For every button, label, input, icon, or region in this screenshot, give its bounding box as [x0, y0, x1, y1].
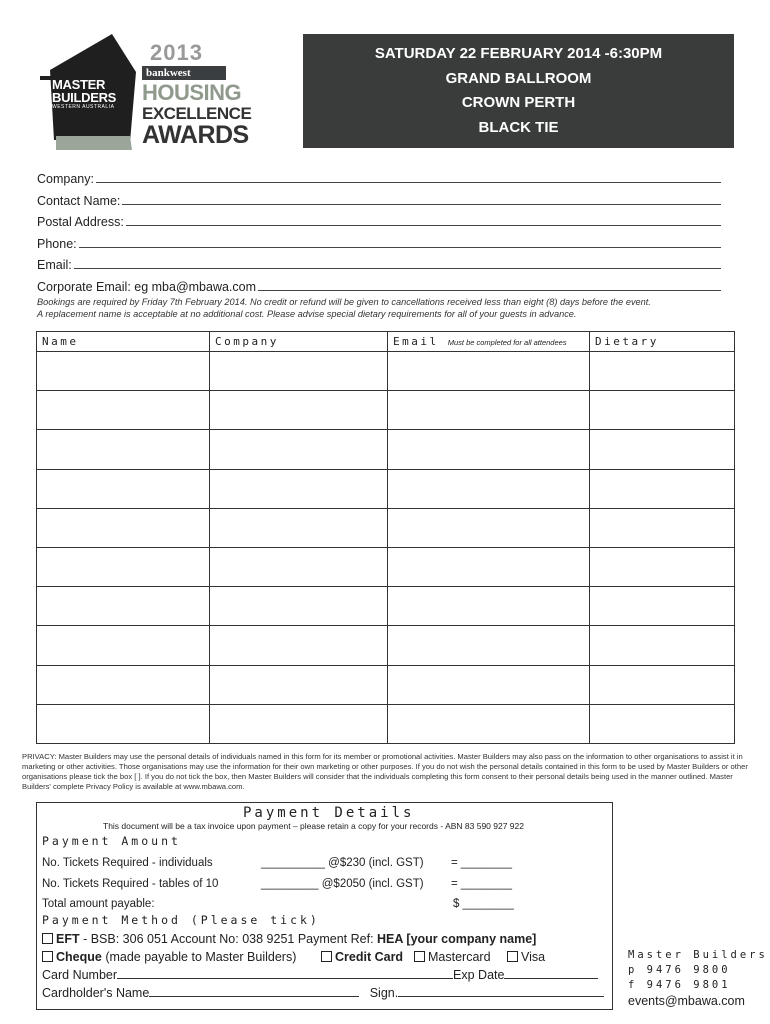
contact-email[interactable]: events@mbawa.com: [628, 994, 745, 1008]
logo-org-line1: MASTER: [52, 77, 106, 92]
dietary-cell[interactable]: [590, 352, 735, 391]
name-cell[interactable]: [37, 665, 210, 704]
master-builders-mark: [52, 78, 116, 111]
email-cell[interactable]: [388, 352, 590, 391]
phone-field[interactable]: [37, 233, 721, 251]
total-payable-label: Total amount payable:: [42, 898, 155, 910]
tables-label: No. Tickets Required - tables of 10: [42, 878, 219, 890]
event-banner: [303, 34, 734, 148]
eft-checkbox[interactable]: [42, 933, 53, 944]
dietary-cell[interactable]: [590, 391, 735, 430]
table-row: [37, 352, 735, 391]
name-cell[interactable]: [37, 626, 210, 665]
exp-date-label: Exp Date: [453, 968, 505, 982]
individuals-price[interactable]: __________ @$230 (incl. GST): [261, 857, 424, 869]
dietary-cell[interactable]: [590, 469, 735, 508]
name-cell[interactable]: [37, 704, 210, 743]
name-cell[interactable]: [37, 587, 210, 626]
table-row: [37, 547, 735, 586]
credit-card-option[interactable]: Credit Card: [321, 950, 403, 964]
logo-year: 2013: [150, 40, 203, 65]
table-row: [37, 665, 735, 704]
table-row: [37, 587, 735, 626]
name-cell[interactable]: [37, 352, 210, 391]
booking-note-line1: Bookings are required by Friday 7th February 2014. No credit or refund will be given to cancellations received less than eight (8) days before the event.: [37, 297, 651, 307]
company-cell[interactable]: [210, 469, 388, 508]
logo-title-awards: AWARDS: [142, 121, 249, 149]
attendees-table: [36, 331, 735, 744]
dietary-cell[interactable]: [590, 587, 735, 626]
company-cell[interactable]: [210, 587, 388, 626]
name-cell[interactable]: [37, 391, 210, 430]
total-payable-value[interactable]: $ ________: [453, 898, 514, 910]
event-dress-code: BLACK TIE: [478, 118, 559, 136]
awards-logo: [38, 26, 252, 156]
dietary-cell[interactable]: [590, 704, 735, 743]
company-cell[interactable]: [210, 508, 388, 547]
company-cell[interactable]: [210, 391, 388, 430]
corporate-email-field[interactable]: [37, 276, 721, 294]
contact-block: [628, 948, 768, 1009]
company-cell[interactable]: [210, 352, 388, 391]
header-name: Name: [37, 332, 210, 352]
table-row: [37, 469, 735, 508]
contact-org: Master Builders: [628, 949, 768, 961]
cheque-checkbox[interactable]: [42, 951, 53, 962]
company-field[interactable]: [37, 168, 721, 186]
payment-method-heading: Payment Method (Please tick): [42, 913, 320, 927]
table-row: [37, 430, 735, 469]
contact-name-field[interactable]: [37, 190, 721, 208]
credit-card-checkbox[interactable]: [321, 951, 332, 962]
event-date-time: SATURDAY 22 FEBRUARY 2014 -6:30PM: [374, 45, 663, 62]
tax-invoice-note: This document will be a tax invoice upon payment – please retain a copy for your records - ABN 83 590 927 922: [103, 821, 524, 831]
cheque-option[interactable]: Cheque (made payable to Master Builders): [42, 950, 296, 964]
dietary-cell[interactable]: [590, 508, 735, 547]
email-cell[interactable]: [388, 626, 590, 665]
email-cell[interactable]: [388, 469, 590, 508]
name-cell[interactable]: [37, 469, 210, 508]
email-cell[interactable]: [388, 665, 590, 704]
company-label: Company:: [37, 172, 94, 186]
payment-amount-heading: Payment Amount: [42, 834, 181, 848]
postal-address-label: Postal Address:: [37, 215, 124, 229]
cardholder-field[interactable]: Cardholder's Name Sign.: [42, 986, 604, 1000]
logo-title-housing: HOUSING: [142, 80, 242, 105]
table-row: [37, 626, 735, 665]
individuals-total[interactable]: = ________: [451, 857, 513, 869]
email-label: Email:: [37, 258, 72, 272]
tables-price[interactable]: _________ @$2050 (incl. GST): [261, 878, 424, 890]
logo-sponsor: bankwest: [142, 66, 226, 80]
payment-details-box: [36, 802, 613, 1010]
eft-reference: HEA [your company name]: [377, 932, 537, 946]
name-cell[interactable]: [37, 430, 210, 469]
booking-note: [37, 297, 747, 320]
email-cell[interactable]: [388, 704, 590, 743]
dietary-cell[interactable]: [590, 626, 735, 665]
eft-option[interactable]: EFT - BSB: 306 051 Account No: 038 9251 Payment Ref: HEA [your company name]: [42, 932, 536, 946]
dietary-cell[interactable]: [590, 430, 735, 469]
visa-option[interactable]: Visa: [507, 950, 545, 964]
name-cell[interactable]: [37, 547, 210, 586]
event-venue: GRAND BALLROOM: [445, 69, 592, 87]
table-row: [37, 508, 735, 547]
company-cell[interactable]: [210, 704, 388, 743]
table-row: [37, 704, 735, 743]
dietary-cell[interactable]: [590, 547, 735, 586]
header-email: Email Must be completed for all attendees: [388, 332, 590, 352]
payment-title: Payment Details: [243, 805, 415, 821]
company-cell[interactable]: [210, 665, 388, 704]
company-cell[interactable]: [210, 547, 388, 586]
contact-fax: f 9476 9801: [628, 979, 731, 991]
header-company: Company: [210, 332, 388, 352]
header-dietary: Dietary: [590, 332, 735, 352]
individuals-label: No. Tickets Required - individuals: [42, 857, 213, 869]
sign-label: Sign.: [369, 986, 399, 1000]
email-cell[interactable]: [388, 391, 590, 430]
logo-title-excellence: EXCELLENCE: [142, 104, 252, 123]
company-cell[interactable]: [210, 626, 388, 665]
email-cell[interactable]: [388, 430, 590, 469]
name-cell[interactable]: [37, 508, 210, 547]
company-cell[interactable]: [210, 430, 388, 469]
table-row: [37, 391, 735, 430]
contact-name-label: Contact Name:: [37, 194, 121, 208]
table-header-row: [37, 332, 735, 352]
mastercard-checkbox[interactable]: [414, 951, 425, 962]
email-cell[interactable]: [388, 587, 590, 626]
dietary-cell[interactable]: [590, 665, 735, 704]
logo-org-line3: WESTERN AUSTRALIA: [52, 104, 115, 110]
logo-org-line2: BUILDERS: [52, 90, 117, 105]
phone-label: Phone:: [37, 237, 77, 251]
privacy-statement: PRIVACY: Master Builders may use the personal details of individuals named in this form for its member or promotional activities. Master Builders may also pass on the information to other organisations to assist it in marketing or other activities. Those organisations may use the information for their own marketing or other purposes. If you do not wish the personal details contained in this form to be used by Master Builders or other organisations please tick the box [ ]. If you do not tick the box, then Master Builders will consider that the individuals completing this form consent to their personal details being used in the manner outlined. Master Builders' complete Privacy Policy is available at www.mbawa.com.: [22, 752, 748, 791]
email-required-note: Must be completed for all attendees: [447, 338, 567, 347]
email-cell[interactable]: [388, 547, 590, 586]
email-cell[interactable]: [388, 508, 590, 547]
contact-phone: p 9476 9800: [628, 964, 731, 976]
visa-checkbox[interactable]: [507, 951, 518, 962]
corporate-email-label: Corporate Email: eg mba@mbawa.com: [37, 280, 257, 294]
email-field[interactable]: [37, 254, 721, 272]
postal-address-field[interactable]: [37, 211, 721, 229]
event-location: CROWN PERTH: [461, 94, 576, 111]
booking-note-line2: A replacement name is acceptable at no additional cost. Please advise special dietary requirements for all of your guests in advance.: [37, 308, 577, 319]
mastercard-option[interactable]: Mastercard: [414, 950, 491, 964]
card-number-field[interactable]: Card Number Exp Date: [42, 968, 598, 982]
tables-total[interactable]: = ________: [451, 878, 513, 890]
